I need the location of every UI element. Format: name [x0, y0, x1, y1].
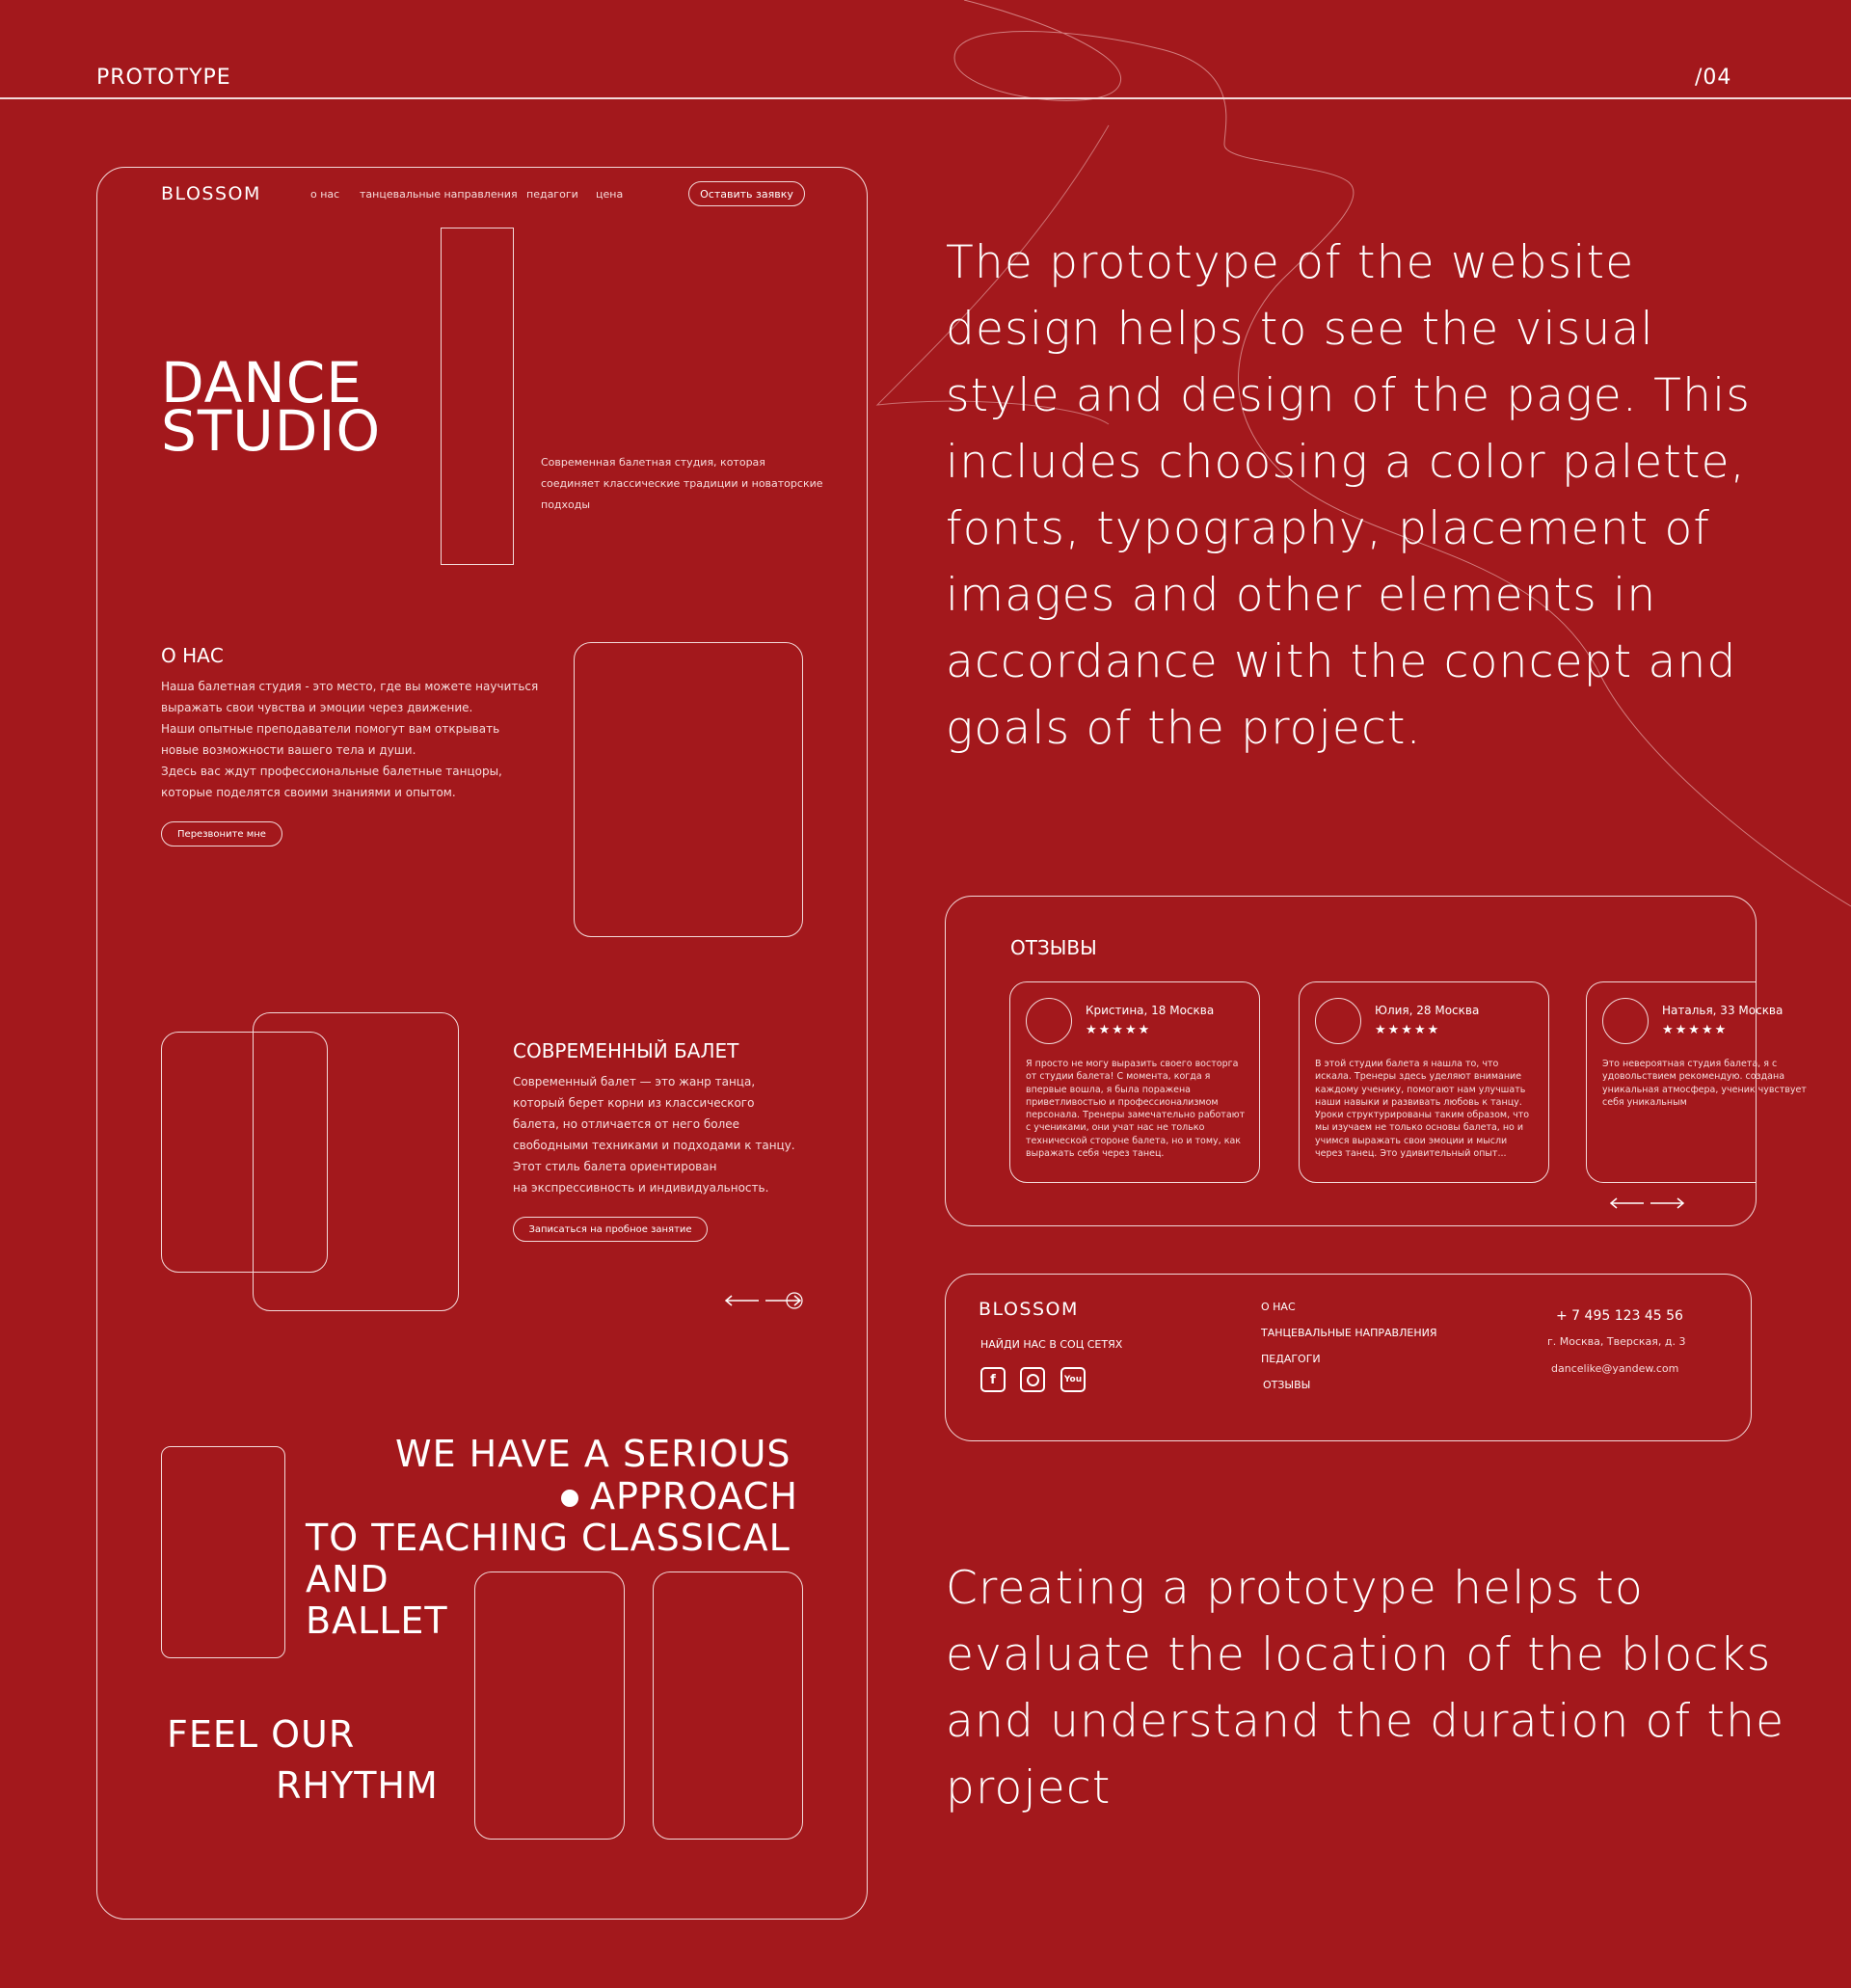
- review-author: Юлия, 28 Москва: [1375, 1004, 1480, 1017]
- modern-line3: балета, но отличается от него более: [513, 1117, 740, 1131]
- modern-line2: который берет корни из классического: [513, 1096, 755, 1110]
- about-line6: которые поделятся своими знаниями и опытом.: [161, 786, 456, 799]
- review-card-1: [1009, 981, 1260, 1183]
- description-2-line4: project: [946, 1761, 1112, 1814]
- serious-line3: TO TEACHING CLASSICAL: [306, 1517, 791, 1559]
- about-line1: Наша балетная студия - это место, где вы можете научиться: [161, 680, 539, 693]
- hero-image-placeholder: [441, 228, 514, 565]
- modern-line4: свободными техниками и подходами к танцу.: [513, 1139, 795, 1152]
- serious-line4: AND: [306, 1558, 389, 1600]
- hero-title-line2: STUDIO: [161, 398, 382, 464]
- footer-email[interactable]: dancelike@yandew.com: [1551, 1362, 1679, 1375]
- about-title: О НАС: [161, 644, 224, 667]
- arrow-left-icon[interactable]: [724, 1294, 761, 1307]
- about-line2: выражать свои чувства и эмоции через движение.: [161, 701, 473, 714]
- serious-line5: BALLET: [306, 1599, 448, 1642]
- rhythm-line1: FEEL OUR: [167, 1713, 356, 1756]
- modern-line6: на экспрессивность и индивидуальность.: [513, 1181, 769, 1195]
- description-1-line3: style and design of the page. This: [946, 369, 1752, 422]
- footer-address: г. Москва, Тверская, д. 3: [1547, 1335, 1686, 1348]
- modern-image-front: [253, 1012, 459, 1311]
- reviews-arrow-right-icon[interactable]: [1649, 1196, 1685, 1210]
- about-line5: Здесь вас ждут профессиональные балетные танцоры,: [161, 765, 502, 778]
- review-card-2: [1299, 981, 1549, 1183]
- bullet-dot-icon: [561, 1490, 578, 1507]
- reviews-title: ОТЗЫВЫ: [1010, 936, 1097, 959]
- serious-line2: APPROACH: [590, 1475, 798, 1518]
- gallery-image-2: [653, 1572, 803, 1840]
- star-rating: ★★★★★: [1375, 1023, 1441, 1037]
- star-rating: ★★★★★: [1662, 1023, 1729, 1037]
- about-image-placeholder: [574, 642, 803, 937]
- footer-phone[interactable]: + 7 495 123 45 56: [1556, 1308, 1683, 1324]
- nav-item-directions[interactable]: танцевальные направления: [360, 188, 518, 201]
- about-line4: новые возможности вашего тела и души.: [161, 743, 416, 757]
- description-1-line7: accordance with the concept and: [946, 635, 1737, 688]
- description-2-line1: Creating a prototype helps to: [946, 1562, 1644, 1615]
- footer-logo[interactable]: BLOSSOM: [979, 1299, 1079, 1320]
- nav-item-price[interactable]: цена: [596, 188, 624, 201]
- arrow-right-icon[interactable]: [764, 1291, 804, 1310]
- hero-text-line1: Современная балетная студия, которая: [541, 456, 765, 469]
- description-1-line2: design helps to see the visual: [946, 303, 1654, 356]
- trial-lesson-button[interactable]: Записаться на пробное занятие: [513, 1217, 708, 1242]
- hero-text-line2: соединяет классические традиции и новаторские: [541, 477, 823, 490]
- modern-line5: Этот стиль балета ориентирован: [513, 1160, 717, 1173]
- footer-nav-directions[interactable]: ТАНЦЕВАЛЬНЫЕ НАПРАВЛЕНИЯ: [1261, 1327, 1437, 1339]
- rhythm-line2: RHYTHM: [276, 1764, 439, 1807]
- review-text: Я просто не могу выразить своего восторга от студии балета! С момента, когда я впервые вошла, я была поражена приветливостью и профессионализмом персонала. Тренеры замечательно работают с учениками, они учат нас не только технической стороне балета, но и тому, как выражать себя через танец.: [1026, 1059, 1246, 1160]
- hero-text-line3: подходы: [541, 498, 591, 511]
- gallery-image-1: [474, 1572, 625, 1840]
- review-card-3: [1586, 981, 1807, 1183]
- header-label: PROTOTYPE: [96, 66, 231, 90]
- description-2-line3: and understand the duration of the: [946, 1695, 1785, 1748]
- description-1-line4: includes choosing a color palette,: [946, 436, 1746, 489]
- site-logo[interactable]: BLOSSOM: [161, 183, 261, 204]
- footer-nav-about[interactable]: О НАС: [1261, 1301, 1296, 1313]
- review-author: Кристина, 18 Москва: [1086, 1004, 1215, 1017]
- avatar: [1602, 998, 1649, 1044]
- review-text: В этой студии балета я нашла то, что искала. Тренеры здесь уделяют внимание каждому ученику, помогают нам улучшать наши навыки и развивать любовь к танцу. Уроки структурированы таким образом, что мы изучаем не только основы балета, но и учимся выражать свои эмоции и мысли через танец. Это удивительный опыт...: [1315, 1059, 1530, 1160]
- callback-button[interactable]: Перезвоните мне: [161, 821, 282, 846]
- description-1-line5: fonts, typography, placement of: [946, 502, 1711, 555]
- footer-nav-teachers[interactable]: ПЕДАГОГИ: [1261, 1353, 1321, 1365]
- nav-item-teachers[interactable]: педагоги: [526, 188, 578, 201]
- serious-line1: WE HAVE A SERIOUS: [395, 1433, 791, 1475]
- page-number: /04: [1695, 66, 1732, 90]
- avatar: [1315, 998, 1361, 1044]
- modern-line1: Современный балет — это жанр танца,: [513, 1075, 756, 1088]
- description-1-line6: images and other elements in: [946, 569, 1657, 622]
- about-line3: Наши опытные преподаватели помогут вам открывать: [161, 722, 500, 736]
- description-1-line1: The prototype of the website: [946, 236, 1635, 289]
- review-author: Наталья, 33 Москва: [1662, 1004, 1784, 1017]
- footer-nav-reviews[interactable]: ОТЗЫВЫ: [1263, 1379, 1311, 1391]
- reviews-arrow-left-icon[interactable]: [1609, 1196, 1646, 1210]
- facebook-icon[interactable]: f: [980, 1367, 1006, 1392]
- header-divider: [0, 97, 1851, 99]
- star-rating: ★★★★★: [1086, 1023, 1152, 1037]
- social-label: НАЙДИ НАС В СОЦ СЕТЯХ: [980, 1338, 1123, 1351]
- hero-title-line1: DANCE: [161, 350, 362, 416]
- avatar: [1026, 998, 1072, 1044]
- description-2-line2: evaluate the location of the blocks: [946, 1628, 1772, 1681]
- nav-item-about[interactable]: о нас: [310, 188, 340, 201]
- serious-image-placeholder: [161, 1446, 285, 1658]
- cta-button[interactable]: Оставить заявку: [688, 181, 805, 206]
- instagram-icon[interactable]: [1020, 1367, 1045, 1392]
- youtube-icon[interactable]: You: [1060, 1367, 1086, 1392]
- description-1-line8: goals of the project.: [946, 702, 1422, 755]
- review-text: Это невероятная студия балета, я с удовольствием рекомендую. создана уникальная атмосфера, ученик чувствует себя уникальным: [1602, 1059, 1807, 1108]
- modern-title: СОВРЕМЕННЫЙ БАЛЕТ: [513, 1039, 739, 1062]
